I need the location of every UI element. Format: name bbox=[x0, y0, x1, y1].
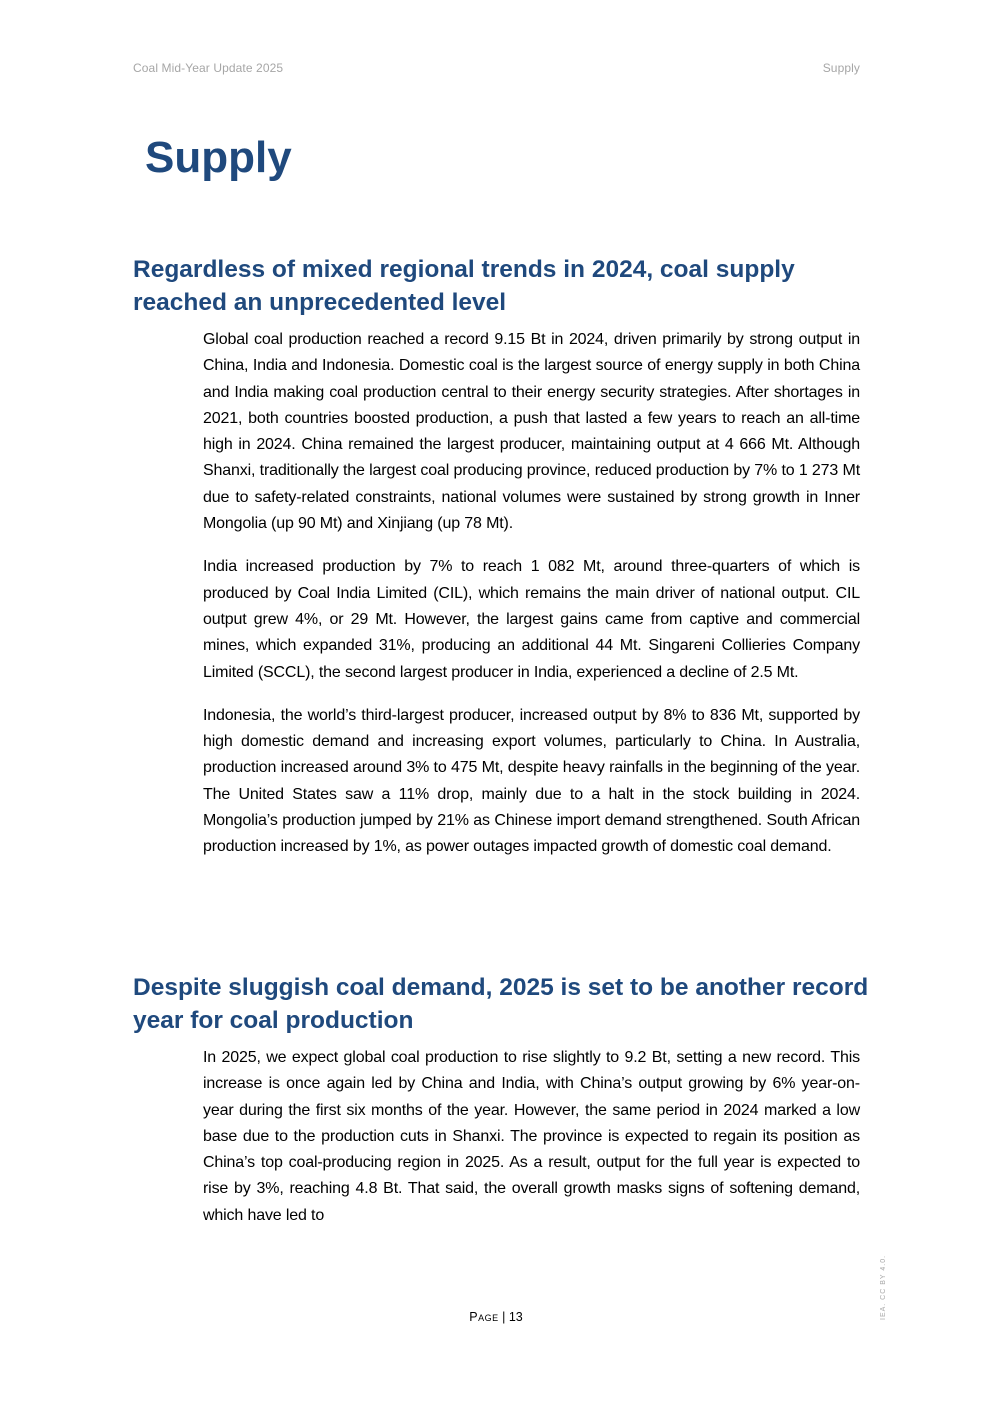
section-heading-2024-supply: Regardless of mixed regional trends in 2024, coal supply reached an unprecedented level bbox=[133, 256, 795, 316]
page-footer bbox=[0, 1310, 992, 1324]
section-body-2025-outlook bbox=[203, 1045, 860, 1246]
paragraph-other-producers: Indonesia, the world’s third-largest producer, increased output by 8% to 836 Mt, supported by high domestic demand and increasing export volumes, particularly to China. In Australia, production increased around 3% to 475 Mt, despite heavy rainfalls in the beginning of the year. The United States saw a 11% drop, mainly due to a halt in the stock building in 2024. Mongolia’s production jumped by 21% as Chinese import demand strengthened. South African production increased by 1%, as power outages impacted growth of domestic coal demand. bbox=[203, 706, 860, 856]
paragraph-2025-forecast: In 2025, we expect global coal production to rise slightly to 9.2 Bt, setting a new record. This increase is once again led by China and India, with China’s output growing by 6% year-on-year during the first six months of the year. However, the same period in 2024 marked a low base due to the production cuts in Shanxi. The province is expected to regain its position as China’s top coal-producing region in 2025. As a result, output for the full year is expected to rise by 3%, reaching 4.8 Bt. That said, the overall growth masks signs of softening demand, which have led to bbox=[203, 1049, 860, 1224]
chapter-title: Supply bbox=[145, 133, 292, 182]
report-title: Coal Mid-Year Update 2025 bbox=[133, 61, 284, 75]
section-heading-2025-outlook: Despite sluggish coal demand, 2025 is set to be another record year for coal production bbox=[133, 974, 869, 1034]
paragraph-india-production: India increased production by 7% to reach 1 082 Mt, around three-quarters of which is produced by Coal India Limited (CIL), which remains the main driver of national output. CIL output grew 4%, or 29 Mt. However, the largest gains came from captive and commercial mines, which expanded 31%, producing an additional 44 Mt. Singareni Collieries Company Limited (SCCL), the second largest producer in India, experienced a decline of 2.5 Mt. bbox=[203, 558, 860, 681]
header-section-label: Supply bbox=[822, 61, 860, 75]
section-body-2024-supply bbox=[203, 327, 860, 878]
paragraph-global-production: Global coal production reached a record 9.15 Bt in 2024, driven primarily by strong output in China, India and Indonesia. Domestic coal is the largest source of energy supply in both China and India making coal production central to their energy security strategies. After shortages in 2021, both countries boosted production, a push that lasted a few years to reach an all-time high in 2024. China remained the largest producer, maintaining output at 4 666 Mt. Although Shanxi, traditionally the largest coal producing province, reduced production by 7% to 1 273 Mt due to safety-related constraints, national volumes were sustained by strong growth in Inner Mongolia (up 90 Mt) and Xinjiang (up 78 Mt). bbox=[203, 331, 860, 533]
page-number: 13 bbox=[508, 1310, 523, 1324]
page-separator: | bbox=[498, 1310, 509, 1324]
page-label: Page bbox=[469, 1310, 499, 1324]
license-notice: IEA. CC BY 4.0. bbox=[880, 1254, 887, 1320]
running-header bbox=[133, 61, 860, 75]
